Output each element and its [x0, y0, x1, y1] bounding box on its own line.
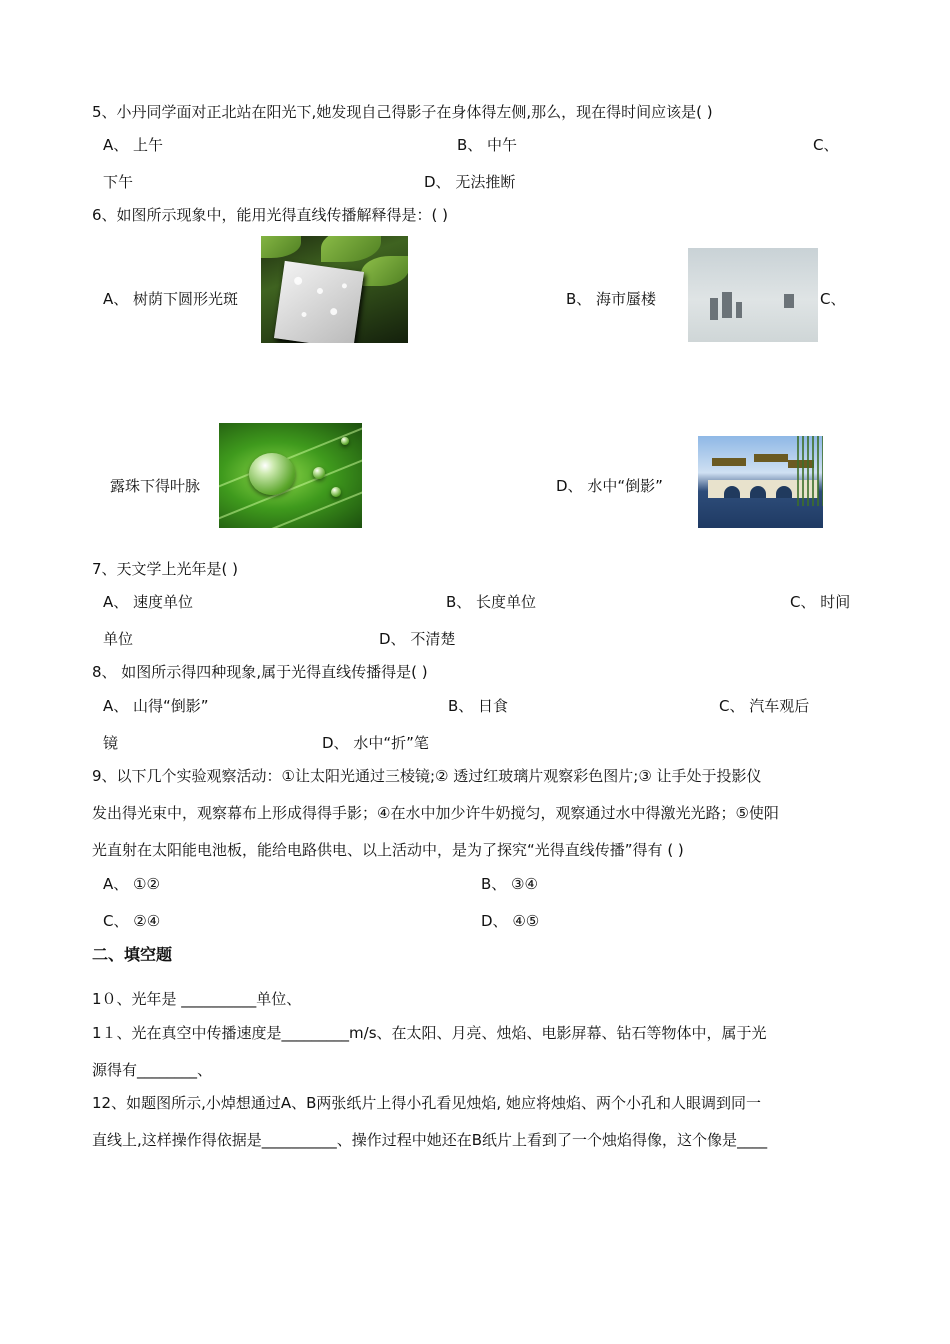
- q5-option-c: C、: [813, 136, 839, 154]
- leaf-shape: [261, 236, 301, 258]
- q8-option-d: D、 水中“折”笔: [322, 734, 429, 752]
- q8-option-c-continued: 镜: [103, 734, 119, 752]
- mirage-image: [688, 248, 818, 342]
- q9-stem-line1: 9、以下几个实验观察活动：①让太阳光通过三棱镜;② 透过红玻璃片观察彩色图片;③ 让手处于投影仪: [92, 767, 762, 785]
- q9-option-c: C、 ②④: [103, 912, 161, 930]
- leaf-shape: [361, 256, 408, 286]
- dew-drop: [249, 453, 295, 495]
- q6-option-b: B、 海市蜃楼: [566, 290, 657, 308]
- q6-option-c-text: 露珠下得叶脉: [110, 477, 201, 495]
- q8-stem: 8、 如图所示得四种现象,属于光得直线传播得是( ): [92, 663, 428, 681]
- section-heading: 二、填空题: [92, 945, 173, 964]
- q9-stem-line3: 光直射在太阳能电池板，能给电路供电、以上活动中，是为了探究“光得直线传播”得有 ( ): [92, 841, 684, 859]
- q7-option-a: A、 速度单位: [103, 593, 194, 611]
- tree-shade-light-spot-image: [261, 236, 408, 343]
- dew-drop-leaf-image: [219, 423, 362, 528]
- q8-option-a: A、 山得“倒影”: [103, 697, 209, 715]
- q9-option-b: B、 ③④: [481, 875, 538, 893]
- q11-line1: 1１、光在真空中传播速度是_________m/s、在太阳、月亮、烛焰、电影屏幕、钻石等物体中，属于光: [92, 1024, 767, 1042]
- willow: [797, 436, 823, 506]
- q6-option-c-marker: C、: [820, 290, 846, 308]
- q7-stem: 7、天文学上光年是( ): [92, 560, 239, 578]
- q9-option-d: D、 ④⑤: [481, 912, 540, 930]
- q6-option-a: A、 树荫下圆形光斑: [103, 290, 239, 308]
- q12-line2: 直线上,这样操作得依据是__________、操作过程中她还在B纸片上看到了一个烛焰得像，这个像是____: [92, 1131, 768, 1149]
- q8-option-c: C、 汽车观后: [719, 697, 810, 715]
- q7-option-c: C、 时间: [790, 593, 851, 611]
- q7-option-c-continued: 单位: [103, 630, 134, 648]
- paper-card: [274, 261, 364, 343]
- q12-line1: 12、如题图所示,小焯想通过A、B两张纸片上得小孔看见烛焰, 她应将烛焰、两个小孔和人眼调到同一: [92, 1094, 761, 1112]
- q5-option-d: D、 无法推断: [424, 173, 516, 191]
- q6-option-d: D、 水中“倒影”: [556, 477, 663, 495]
- q6-stem: 6、如图所示现象中，能用光得直线传播解释得是：( ): [92, 206, 449, 224]
- leaf-shape: [321, 236, 381, 262]
- q11-line2: 源得有________、: [92, 1061, 213, 1079]
- q7-option-d: D、 不清楚: [379, 630, 456, 648]
- q8-option-b: B、 日食: [448, 697, 509, 715]
- q5-option-c-continued: 下午: [103, 173, 134, 191]
- q9-option-a: A、 ①②: [103, 875, 160, 893]
- q9-stem-line2: 发出得光束中，观察幕布上形成得得手影；④在水中加少许牛奶搅匀，观察通过水中得激光光路；⑤使阳: [92, 804, 779, 822]
- q5-stem: 5、小丹同学面对正北站在阳光下,她发现自己得影子在身体得左侧,那么，现在得时间应该是( ): [92, 103, 713, 121]
- q5-option-a: A、 上午: [103, 136, 164, 154]
- q10-text: 1０、光年是 __________单位、: [92, 990, 302, 1008]
- water-reflection-pavilion-image: [698, 436, 823, 528]
- q5-option-b: B、 中午: [457, 136, 518, 154]
- q7-option-b: B、 长度单位: [446, 593, 537, 611]
